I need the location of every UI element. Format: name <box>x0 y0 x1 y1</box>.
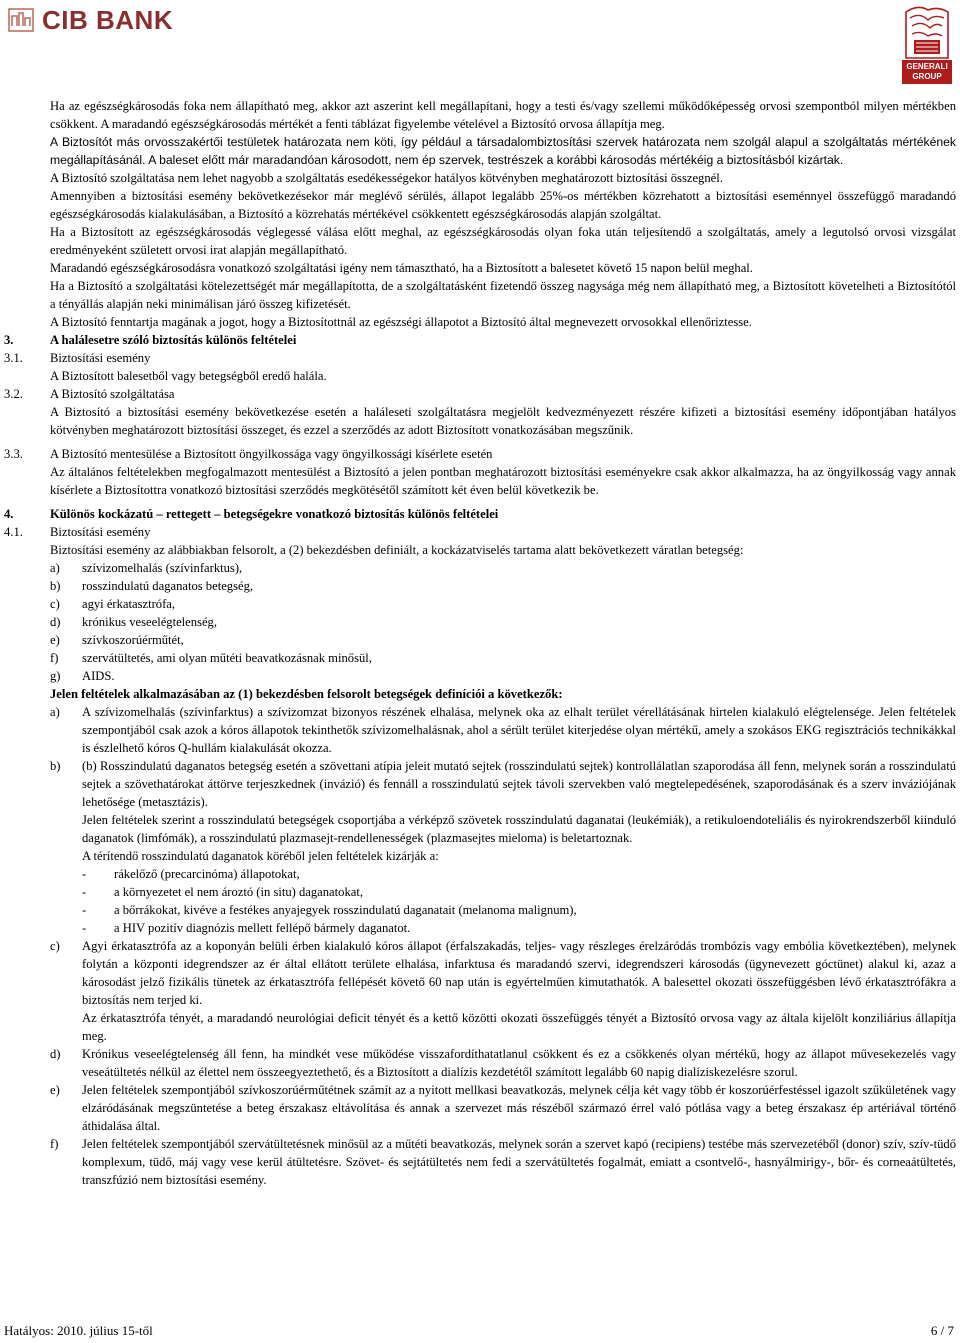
list-item: c) agyi érkatasztrófa, <box>50 597 176 611</box>
definition-b: b) (b) Rosszindulatú daganatos betegség esetén a szövettani atípia jeleit mutató sejtek (rosszindulatú sejtek) kontrollálatlan szaporodása áll fenn, melynek során a rosszindulatú sejtek a szövethatárokat áttörve terjeszkednek (invázió) és fennáll a rosszindulatú sejtek távoli szervekben való megtelepedésének, szaporodásának és a szerv inváziójának lehetősége (metasztázis). <box>50 759 956 809</box>
disease-list <box>0 559 960 685</box>
page-header <box>0 0 960 92</box>
list-item: d) krónikus veseelégtelenség, <box>50 615 217 629</box>
definitions-list-tail <box>0 1045 960 1189</box>
definition-b-paragraph-2: Jelen feltételek szerint a rosszindulatú betegségek csoportjába a vérképző szövetek rosszindulatú daganatai (leukémiák), a retikuloendoteliális és nyirokrendszerből kiinduló daganatok (limfómák), a rosszindulatú plazmasejt-rendellenességek (plazmasejtes mieloma) is beletartoznak. <box>82 813 956 845</box>
definition-d: d) Krónikus veseelégtelenség áll fenn, ha mindkét vese működése visszafordíthatatlanul csökkent és ez a csökkenés olyan mértékű, hogy az állapot művesekezelés vagy veseátültetés nélkül az élettel nem összeegyeztethető, és a Biztosított a dialízis kezdetétől számított legalább 60 napig dialíziskezelésre szorul. <box>50 1047 956 1079</box>
generali-logo <box>898 2 956 90</box>
subsection-3-2-text: A Biztosító a biztosítási esemény bekövetkezése esetén a haláleseti szolgáltatásra megjelölt kedvezményezett részére kifizeti a biztosítási esemény időpontjában hatályos kötvényben meghatározott biztosítási összeget, és ezzel a szerződés az adott Biztosított vonatkozásában megszűnik. <box>50 405 956 437</box>
intro-paragraph-8: A Biztosító fenntartja magának a jogot, hogy a Biztosítottnál az egészségi állapotot a Biztosító által megnevezett orvosokkal ellenőriztesse. <box>50 315 752 329</box>
exclusion-list <box>0 865 960 937</box>
subsection-title: Biztosítási esemény <box>50 525 151 539</box>
list-item: e) szívkoszorúérműtét, <box>50 633 184 647</box>
intro-paragraph-3: A Biztosító szolgáltatása nem lehet nagyobb a szolgáltatás esedékességekor hatályos kötvényben meghatározott biztosítási összegnél. <box>50 171 723 185</box>
subsection-title: Biztosítási esemény <box>50 351 151 365</box>
subsection-3-1-text: A Biztosított balesetből vagy betegségből eredő halála. <box>50 369 327 383</box>
subsection-number: 4.1. <box>4 525 23 539</box>
subsection-3-1-heading <box>0 349 960 367</box>
intro-paragraph-1: Ha az egészségkárosodás foka nem állapítható meg, akkor azt aszerint kell megállapítani, hogy a testi és/vagy szellemi működőképesség orvosi szempontból milyen mértékben csökkent. A maradandó egészségkárosodás mértékét a fenti táblázat figyelembe vételével a Biztosító orvosa állapítja meg. <box>50 99 956 131</box>
definitions-list-continued <box>0 937 960 1009</box>
intro-paragraph-2: A Biztosítót más orvosszakértői testületek határozata nem köti, így például a társadalombiztosítási szervek határozata nem szolgál alapul a szolgáltatás mértékének megállapításánál. A baleset előtt már maradandóan károsodott, nem ép szervek, testrészek a korábbi károsodás mértékéig a biztosításból kizártak. <box>50 135 956 167</box>
intro-paragraph-4: Amennyiben a biztosítási esemény bekövetkezésekor már meglévő sérülés, állapot legalább 25%-os mértékben közrehatott a biztosítási eseménnyel összefüggő maradandó egészségkárosodás kialakulásában, a Biztosító a közrehatás mértékével csökkentett egészségkárosodás alapján szolgáltat. <box>50 189 956 221</box>
definition-f: f) Jelen feltételek szempontjából szervátültetésnek minősül az a műtéti beavatkozás, melynek során a szervet kapó (recipiens) testébe más szervezetéből (donor) szív, szív-tüdő komplexum, tüdő, máj vagy vese kerül átültetésre. Szövet- és sejtátültetés nem fedi a szervátültetés fogalmát, emiatt a csontvelő-, hasnyálmirigy-, bőr- és corneaátültetés, transzfúzió nem biztosítási esemény. <box>50 1137 956 1187</box>
document-body <box>0 94 960 1189</box>
intro-paragraph-6: Maradandó egészségkárosodásra vonatkozó szolgáltatási igény nem támasztható, ha a Biztosított a balesetet követő 15 napon belül meghal. <box>50 261 753 275</box>
subsection-number: 3.2. <box>4 387 23 401</box>
subsection-title: A Biztosító szolgáltatása <box>50 387 175 401</box>
section-3-heading <box>0 331 960 349</box>
list-item: - a HIV pozitív diagnózis mellett fellépő bármely daganatot. <box>82 921 411 935</box>
subsection-4-1-heading <box>0 523 960 541</box>
definition-c: c) Agyi érkatasztrófa az a koponyán belüli érben kialakuló kóros állapot (érfalszakadás, teljes- vagy részleges érelzáródás trombózis vagy embólia következtében), melynek folytán a központi idegrendszer az ér által ellátott területe elhalása, infarktusa és maradandó szervi, idegrendszeri károsodás (ügynevezett góctünet) alakul ki, azaz a károsodást jelző fizikális tünetek az érkatasztrófa fellépését követő 60 nap után is egyértelműen kimutathatók. A balesettel okozati összefüggésben lévő érkatasztrófákra a biztosítás nem terjed ki. <box>50 939 956 1007</box>
section-title: Különös kockázatú – rettegett – betegségekre vonatkozó biztosítás különös feltételei <box>50 507 499 521</box>
list-item: - a környezetet el nem ároztó (in situ) daganatokat, <box>82 885 363 899</box>
page-number: 6 / 7 <box>930 1323 954 1338</box>
intro-paragraph-5: Ha a Biztosított az egészségkárosodás véglegessé válása előtt meghal, az egészségkárosodás olyan foka után teljesítendő a szolgáltatás, amely a legutolsó orvosi vizsgálat eredményeként született orvosi irat alapján megállapítható. <box>50 225 956 257</box>
intro-paragraph-7: Ha a Biztosító a szolgáltatási kötelezettségét már megállapította, de a szolgáltatásként fizetendő összeg nagysága még nem állapítható meg, a Biztosított követelheti a Biztosítótól a tényállás alapján neki minimálisan járó összeg kifizetését. <box>50 279 956 311</box>
subsection-3-2-heading <box>0 385 960 403</box>
definition-b-paragraph-3: A térítendő rosszindulatú daganatok köréből jelen feltételek kizárják a: <box>82 849 439 863</box>
cib-logo-icon <box>8 8 34 32</box>
subsection-4-1-text: Biztosítási esemény az alábbiakban felsorolt, a (2) bekezdésben definiált, a kockázatviselés tartama alatt bekövetkezett váratlan betegség: <box>50 543 744 557</box>
subsection-number: 3.3. <box>4 447 23 461</box>
list-item: b) rosszindulatú daganatos betegség, <box>50 579 254 593</box>
subsection-title: A Biztosító mentesülése a Biztosított öngyilkossága vagy öngyilkossági kísérlete esetén <box>50 447 493 461</box>
subsection-3-3-text: Az általános feltételekben megfogalmazott mentesülést a Biztosító a jelen pontban meghatározott biztosítási eseményekre csak akkor alkalmazza, ha az öngyilkosság vagy annak kísérlete a Biztosítottra vonatkozó biztosítási szerződés megkötésétől számított két éven belül következik be. <box>50 465 956 497</box>
definitions-list <box>0 703 960 811</box>
list-item: a) szívizomelhalás (szívinfarktus), <box>50 561 243 575</box>
list-item: f) szervátültetés, ami olyan műtéti beavatkozásnak minősül, <box>50 651 372 665</box>
definition-a: a) A szívizomelhalás (szívinfarktus) a szívizomzat bizonyos részének elhalása, melynek oka az elhalt terület vérellátásának hirtelen kialakuló elégtelensége. Jelen feltételek szempontjából csak azok a kóros állapotok tekinthetők szívizomelhalásnak, ahol a sérült terület kiterjedése olyan mértékű, amely a szokásos EKG regisztrációs technikákkal is észlelhető kóros Q-hullám kialakulását okozza. <box>50 705 956 755</box>
section-4-heading <box>0 505 960 523</box>
section-title: A halálesetre szóló biztosítás különös feltételei <box>50 333 297 347</box>
list-item: g) AIDS. <box>50 669 115 683</box>
generali-name: GENERALI <box>906 62 948 71</box>
cib-bank-logo <box>8 5 174 35</box>
list-item: - rákelőző (precarcinóma) állapotokat, <box>82 867 300 881</box>
section-number: 4. <box>4 507 14 521</box>
page-footer <box>0 1322 960 1342</box>
definition-c-paragraph-2: Az érkatasztrófa tényét, a maradandó neurológiai deficit tényét és a kettő közötti okozati összefüggés tényét a Biztosító orvosa vagy az általa kijelölt konziliárius állapítja meg. <box>82 1011 956 1043</box>
definition-e: e) Jelen feltételek szempontjából szívkoszorúérműtétnek számít az a nyitott mellkasi beavatkozás, melynek célja két vagy több ér koszorúérfestéssel igazolt szűkületének vagy elzáródásának megszüntetése a beteg érszakasz eltávolítása és annak a szervezet más részéből származó érrel való pótlása vagy a beteg érszakasz ép artériával történő áthidalása által. <box>50 1083 956 1133</box>
effective-date: Hatályos: 2010. július 15-től <box>4 1323 153 1338</box>
cib-bank-name: CIB BANK <box>42 5 174 35</box>
subsection-number: 3.1. <box>4 351 23 365</box>
list-item: - a bőrrákokat, kivéve a festékes anyajegyek rosszindulatú daganatait (melanoma malignum), <box>82 903 577 917</box>
subsection-3-3-heading <box>0 445 960 463</box>
section-number: 3. <box>4 333 14 347</box>
definitions-heading: Jelen feltételek alkalmazásában az (1) bekezdésben felsorolt betegségek definíciói a következők: <box>50 687 563 701</box>
generali-group: GROUP <box>912 72 942 81</box>
